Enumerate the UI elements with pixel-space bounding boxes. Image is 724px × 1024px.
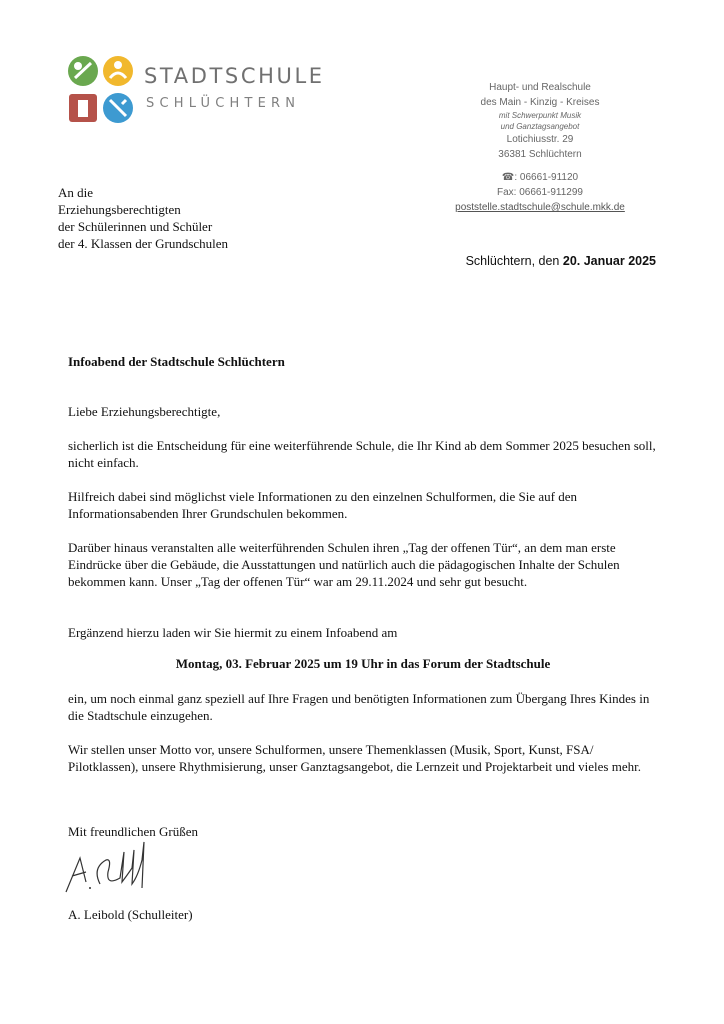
school-fax: Fax: 06661-911299: [497, 187, 583, 198]
school-district: des Main - Kinzig - Kreises: [480, 97, 600, 108]
logo-subtitle: SCHLÜCHTERN: [146, 96, 301, 111]
closing: Mit freundlichen Grüßen: [68, 824, 198, 839]
logo-title: STADTSCHULE: [144, 64, 325, 88]
school-email-link[interactable]: poststelle.stadtschule@schule.mkk.de: [455, 202, 625, 213]
letter-subject: Infoabend der Stadtschule Schlüchtern: [68, 354, 285, 369]
paragraph-6: Wir stellen unser Motto vor, unsere Schulformen, unsere Themenklassen (Musik, Sport, Kunst, FSA/ Pilotklassen), unsere Rhythmisierung, unser Ganztagsangebot, die Lernzeit und Projektarbeit und vieles mehr.: [68, 742, 641, 774]
event-date-highlight: Montag, 03. Februar 2025 um 19 Uhr in das Forum der Stadtschule: [175, 656, 551, 671]
paragraph-5: ein, um noch einmal ganz speziell auf Ihre Fragen und benötigten Informationen zum Übergang Ihres Kindes in die Stadtschule einzugehen.: [68, 691, 650, 723]
school-phone: ☎: 06661-91120: [501, 172, 579, 183]
school-type: Haupt- und Realschule: [489, 82, 591, 93]
date-value: 20. Januar 2025: [562, 254, 656, 268]
paragraph-2: Hilfreich dabei sind möglichst viele Informationen zu den einzelnen Schulformen, die Sie auf den Informationsabenden Ihrer Grundschulen bekommen.: [68, 489, 578, 521]
recipient-line: der Schülerinnen und Schüler: [58, 219, 213, 234]
date-prefix: Schlüchtern, den: [465, 254, 563, 268]
recipient-address: [58, 184, 228, 252]
school-address-block: [410, 80, 670, 215]
salutation: Liebe Erziehungsberechtigte,: [68, 404, 221, 419]
school-offer: und Ganztagsangebot: [500, 122, 580, 131]
school-focus: mit Schwerpunkt Musik: [498, 111, 582, 120]
letter-date: [466, 254, 656, 268]
signer-name: A. Leibold (Schulleiter): [68, 907, 193, 922]
paragraph-1: sicherlich ist die Entscheidung für eine weiterführende Schule, die Ihr Kind ab dem Sommer 2025 besuchen soll, nicht einfach.: [68, 438, 656, 470]
paragraph-3: Darüber hinaus veranstalten alle weiterführenden Schulen ihren „Tag der offenen Tür“, an dem man erste Eindrücke über die Gebäude, die Ausstattungen und natürlich auch die pädagogischen Inhalte der Schulen bekommen kann. Unser „Tag der offenen Tür“ war am 29.11.2024 und sehr gut besucht.: [68, 540, 620, 589]
handwritten-signature: [62, 838, 162, 896]
school-street: Lotichiusstr. 29: [506, 134, 574, 145]
logo-mark-icon: [66, 54, 138, 126]
school-logo: [66, 54, 351, 126]
recipient-line: An die: [58, 185, 94, 200]
recipient-line: der 4. Klassen der Grundschulen: [58, 236, 229, 251]
recipient-line: Erziehungsberechtigten: [58, 202, 181, 217]
paragraph-4: Ergänzend hierzu laden wir Sie hiermit zu einem Infoabend am: [68, 625, 398, 640]
school-city: 36381 Schlüchtern: [498, 149, 582, 160]
